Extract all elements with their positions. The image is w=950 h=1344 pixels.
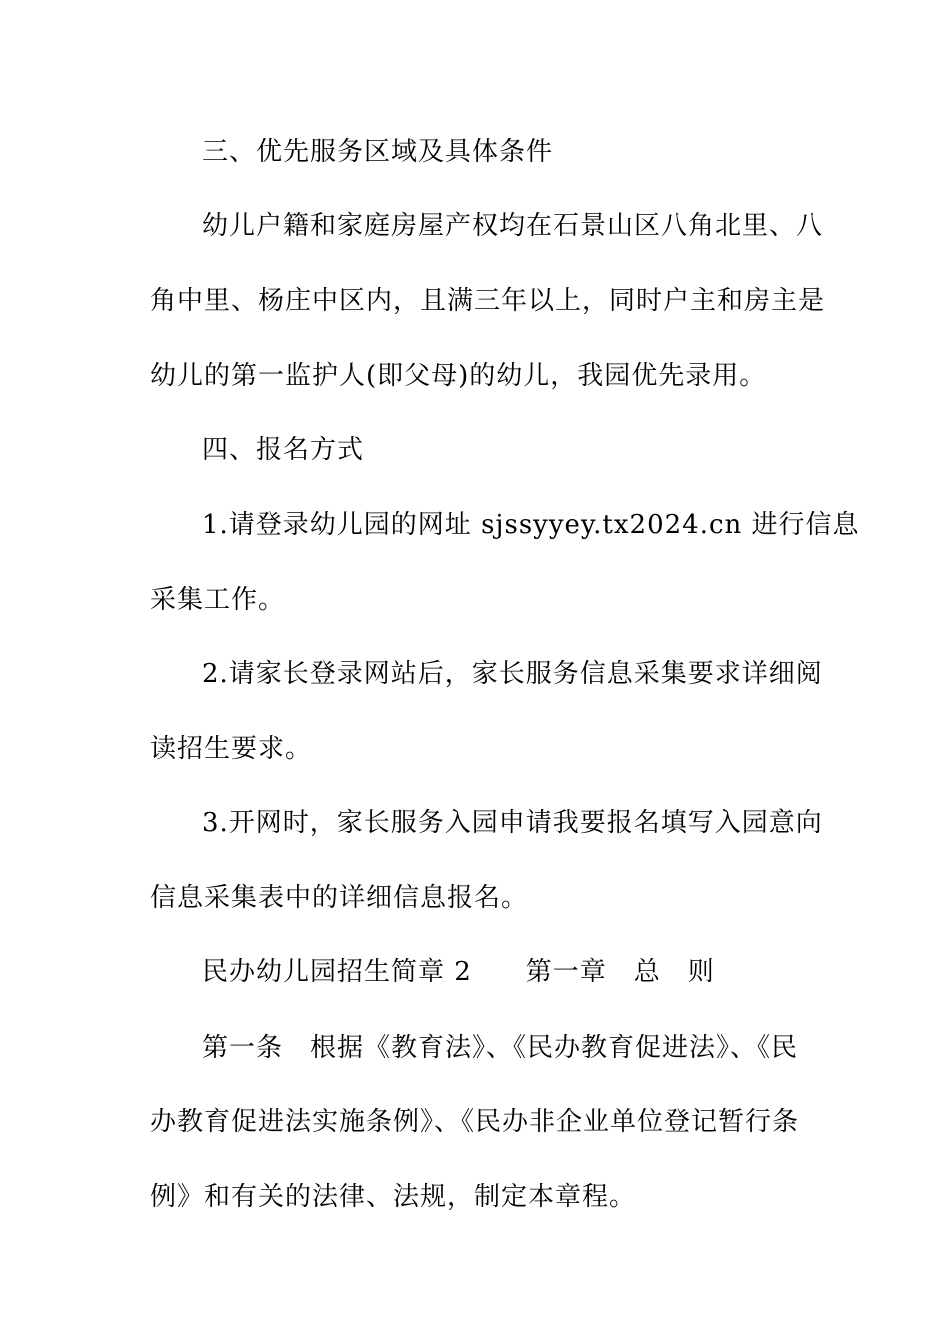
paragraph-line: 幼儿户籍和家庭房屋产权均在石景山区八角北里、八 [202,211,824,241]
chapter-heading: 民办幼儿园招生简章 2 第一章 总 则 [202,957,715,987]
paragraph-line: 第一条 根据《教育法》、《民办教育促进法》、《民 [202,1033,799,1063]
paragraph-line: 幼儿的第一监护人(即父母)的幼儿，我园优先录用。 [150,361,767,391]
section-heading-priority-area: 三、优先服务区域及具体条件 [202,137,554,167]
paragraph-line: 2.请家长登录网站后，家长服务信息采集要求详细阅 [202,659,823,689]
paragraph-line: 办教育促进法实施条例》、《民办非企业单位登记暂行条 [150,1107,800,1137]
paragraph-line: 3.开网时，家长服务入园申请我要报名填写入园意向 [202,808,823,838]
paragraph-line: 1.请登录幼儿园的网址 sjssyyey.tx2024.cn 进行信息 [202,510,860,540]
paragraph-line: 信息采集表中的详细信息报名。 [150,883,529,913]
section-heading-registration: 四、报名方式 [202,435,365,465]
paragraph-line: 读招生要求。 [150,734,313,764]
paragraph-line: 例》和有关的法律、法规，制定本章程。 [150,1182,637,1212]
paragraph-line: 采集工作。 [150,585,286,615]
paragraph-line: 角中里、杨庄中区内，且满三年以上，同时户主和房主是 [150,286,826,316]
